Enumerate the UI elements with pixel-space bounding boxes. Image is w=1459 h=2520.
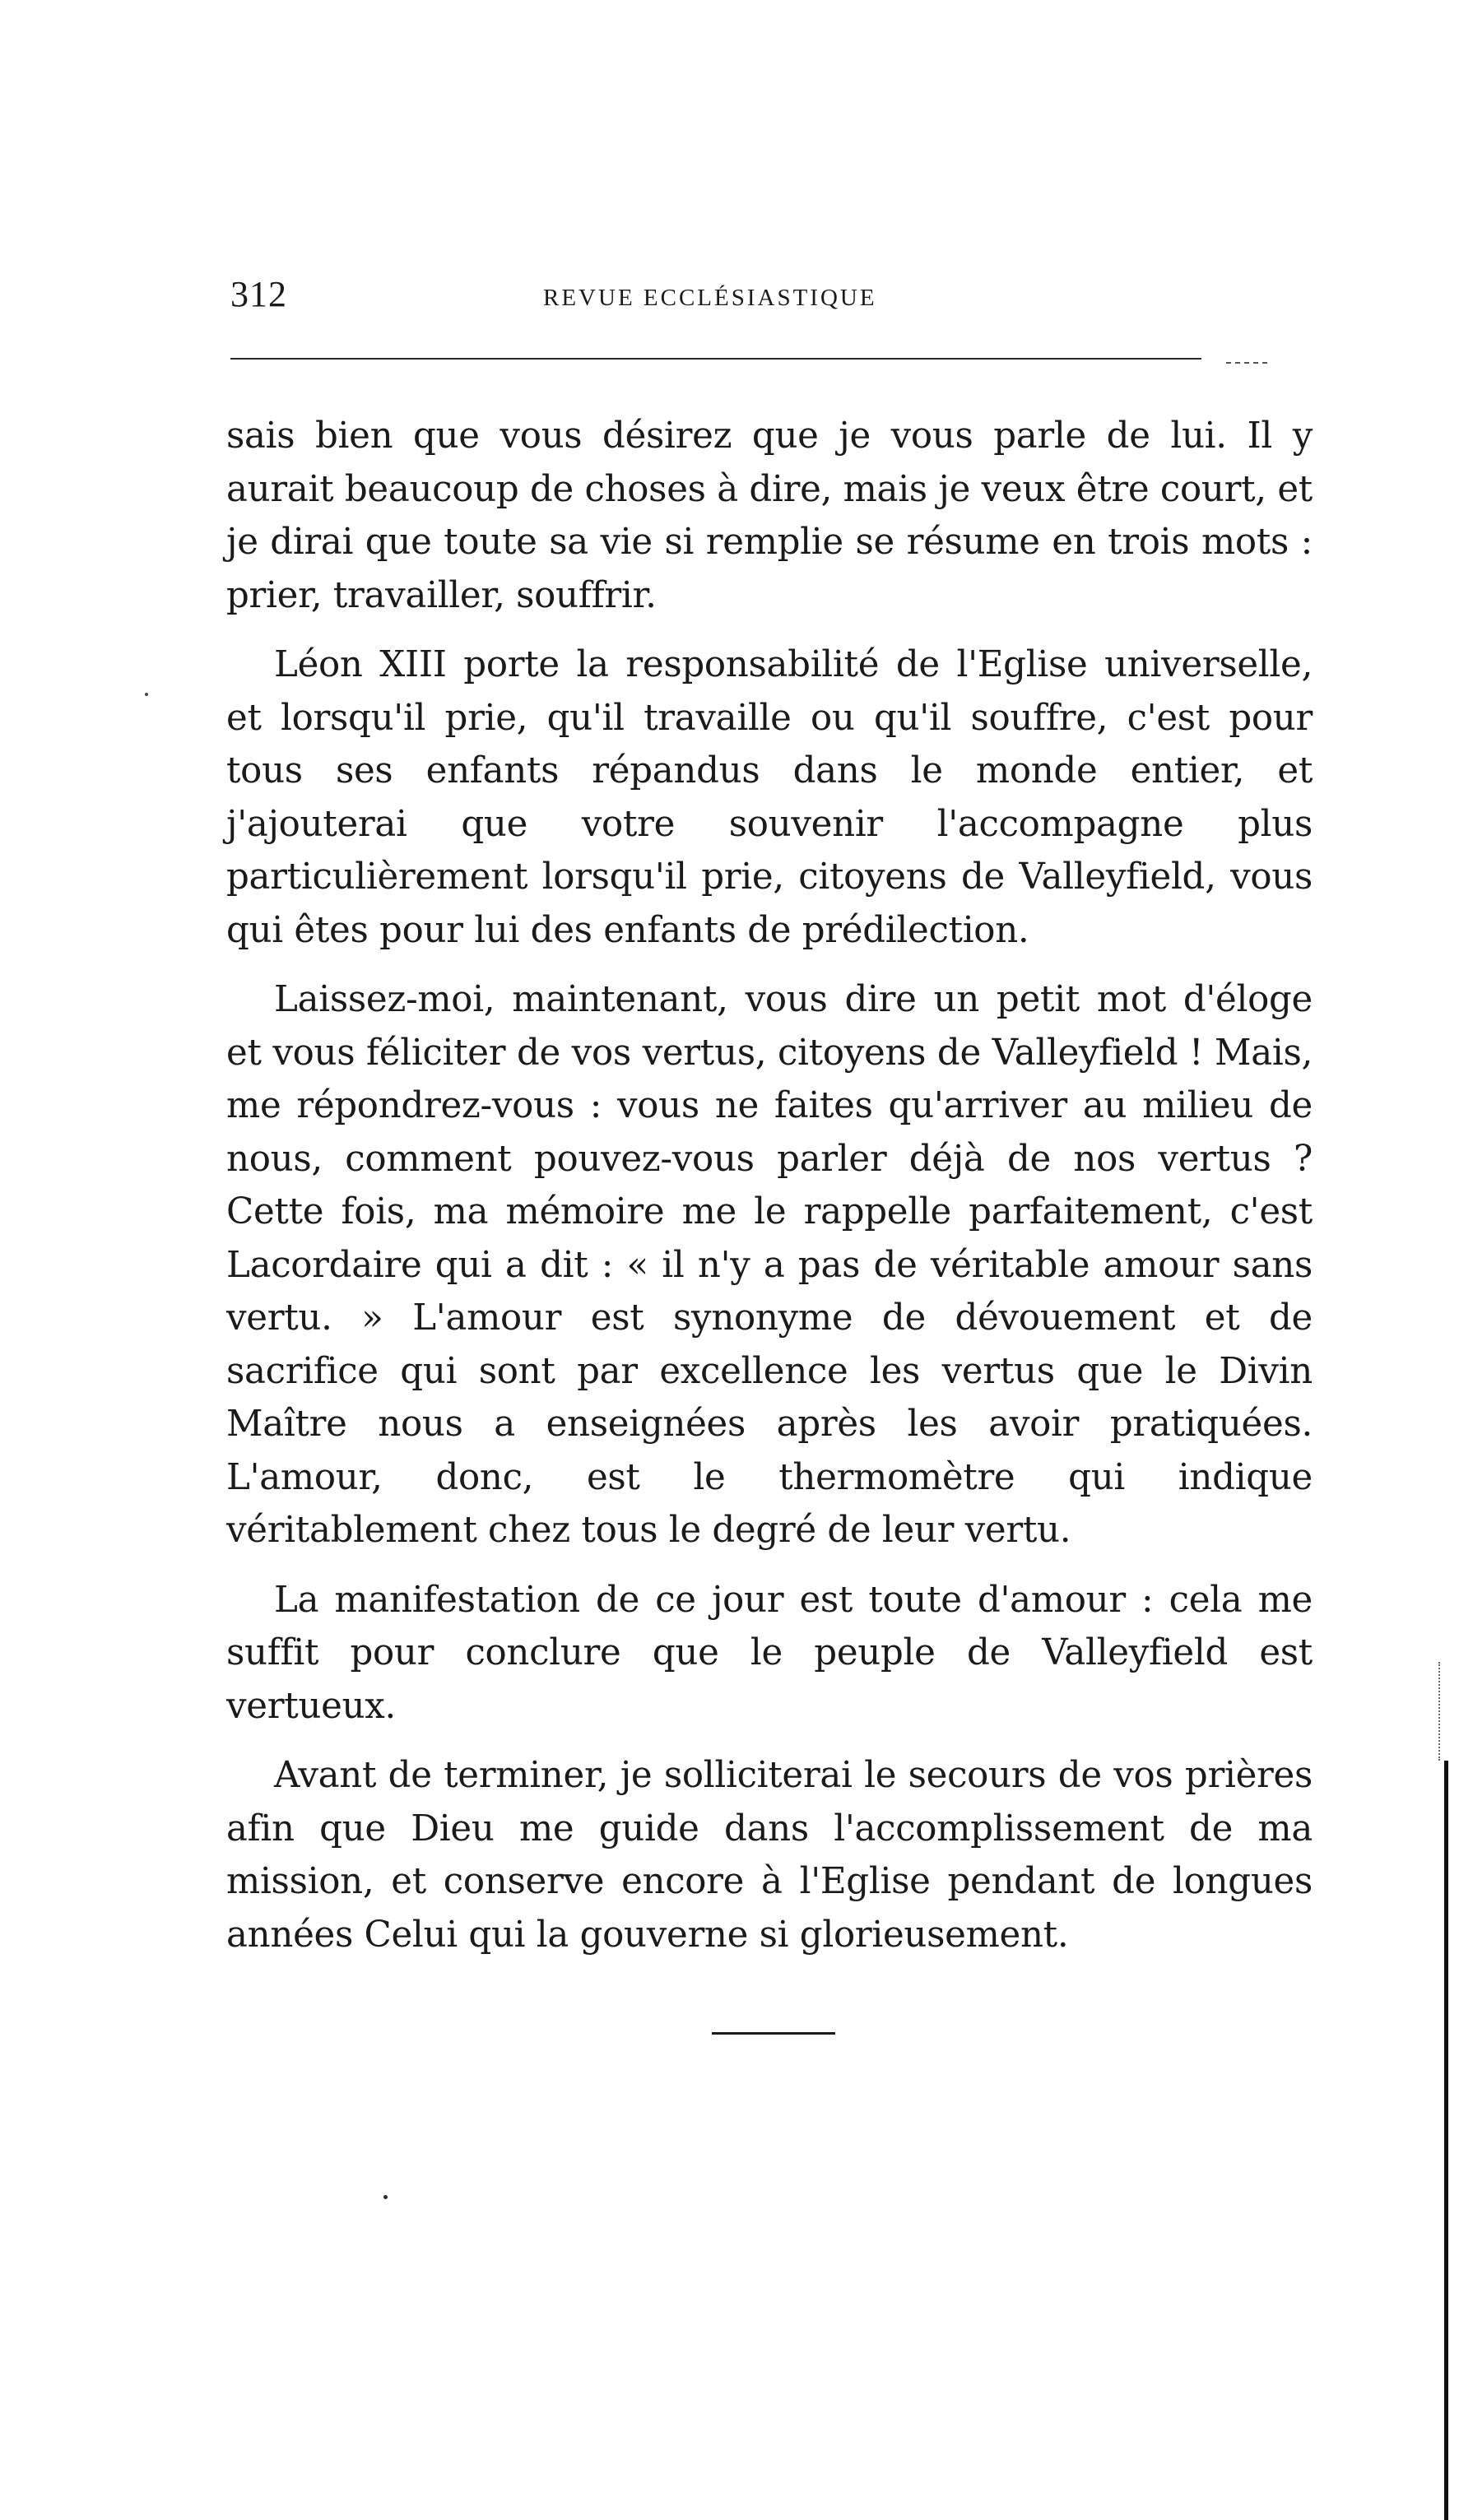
paragraph-eloge: Laissez-moi, maintenant, vous dire un petit mot d'éloge et vous féliciter de vos vertus, citoyens de Valleyfield ! Mais, me répondrez-vous : vous ne faites qu'arriver au milieu de nous, comment pouvez-vous parler déjà de nos vertus ? Cette fois, ma mémoire me le rappelle parfaitement, c'est Lacordaire qui a dit : « il n'y a pas de véritable amour sans vertu. » L'amour est synonyme de dévouement et de sacrifice qui sont par excellence les vertus que le Divin Maître nous a enseignées après les avoir pratiquées. L'amour, donc, est le thermomètre qui indique véritablement chez tous le degré de leur vertu. (226, 979, 1313, 1551)
paragraph-continuation: sais bien que vous désirez que je vous parle de lui. Il y aurait beaucoup de choses à dire, mais je veux être court, et je dirai que toute sa vie si remplie se résume en trois mots : prier, travailler, souffrir. (226, 415, 1313, 616)
scan-edge-marks (1438, 1662, 1442, 1761)
page-number: 312 (230, 274, 287, 314)
header-rule (230, 358, 1201, 360)
running-title: REVUE ECCLÉSIASTIQUE (543, 285, 877, 311)
header-rule-fragment (1226, 362, 1267, 364)
paragraph-manifestation: La manifestation de ce jour est toute d'amour : cela me suffit pour conclure que le peuple de Valleyfield est vertueux. (226, 1579, 1313, 1727)
section-end-rule (712, 2032, 835, 2035)
scan-speck-margin (145, 693, 148, 696)
page-header (230, 273, 1308, 323)
scan-edge-bar (1444, 1761, 1448, 2520)
scan-speck (383, 2195, 388, 2199)
paragraph-leon-xiii: Léon XIII porte la responsabilité de l'Eglise universelle, et lorsqu'il prie, qu'il travaille ou qu'il souffre, c'est pour tous ses enfants répandus dans le monde entier, et j'ajouterai que votre souvenir l'accompagne plus particulièrement lorsqu'il prie, citoyens de Valleyfield, vous qui êtes pour lui des enfants de prédilection. (226, 644, 1313, 951)
paragraph-conclusion: Avant de terminer, je solliciterai le secours de vos prières afin que Dieu me guide dans l'accomplissement de ma mission, et conserve encore à l'Eglise pendant de longues années Celui qui la gouverne si glorieusement. (226, 1755, 1313, 1956)
body-text (226, 410, 1313, 1978)
